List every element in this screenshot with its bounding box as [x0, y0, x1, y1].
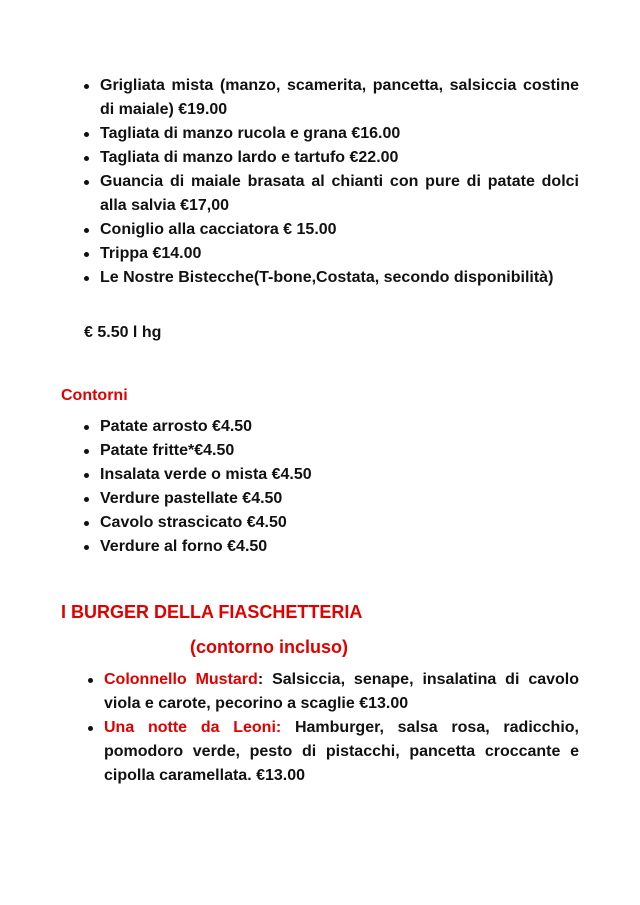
menu-item: Guancia di maiale brasata al chianti con pure di patate dolci alla salvia €17,00	[100, 170, 579, 218]
burger-heading: I BURGER DELLA FIASCHETTERIA	[61, 602, 363, 622]
burger-subtitle: (contorno incluso)	[190, 637, 348, 657]
menu-item: Tagliata di manzo rucola e grana €16.00	[100, 122, 579, 146]
menu-item: Coniglio alla cacciatora € 15.00	[100, 218, 579, 242]
burger-item	[104, 668, 579, 716]
menu-item: Verdure al forno €4.50	[100, 535, 579, 559]
menu-item: Insalata verde o mista €4.50	[100, 463, 579, 487]
menu-item: Patate fritte*€4.50	[100, 439, 579, 463]
menu-item: Verdure pastellate €4.50	[100, 487, 579, 511]
menu-item: Tagliata di manzo lardo e tartufo €22.00	[100, 146, 579, 170]
burger-list	[104, 668, 579, 788]
burger-name: Colonnello Mustard	[104, 671, 258, 688]
menu-item: Patate arrosto €4.50	[100, 415, 579, 439]
contorni-heading: Contorni	[61, 387, 128, 404]
menu-item: Cavolo strascicato €4.50	[100, 511, 579, 535]
menu-item: Grigliata mista (manzo, scamerita, pancetta, salsiccia costine di maiale) €19.00	[100, 74, 579, 122]
contorni-list	[100, 415, 579, 559]
secondi-list	[100, 74, 579, 290]
burger-item	[104, 716, 579, 788]
burger-desc: Hamburger, salsa rosa, radicchio, pomodoro verde, pesto di pistacchi, pancetta croccante e cipolla caramellata. €13.00	[104, 719, 579, 784]
menu-item: Le Nostre Bistecche(T-bone,Costata, secondo disponibilità)	[100, 266, 579, 290]
menu-item: Trippa €14.00	[100, 242, 579, 266]
burger-name: Una notte da Leoni:	[104, 719, 282, 736]
burger-desc: : Salsiccia, senape, insalatina di cavolo viola e carote, pecorino a scaglie €13.00	[104, 671, 580, 712]
bistecche-price: € 5.50 l hg	[84, 324, 162, 341]
